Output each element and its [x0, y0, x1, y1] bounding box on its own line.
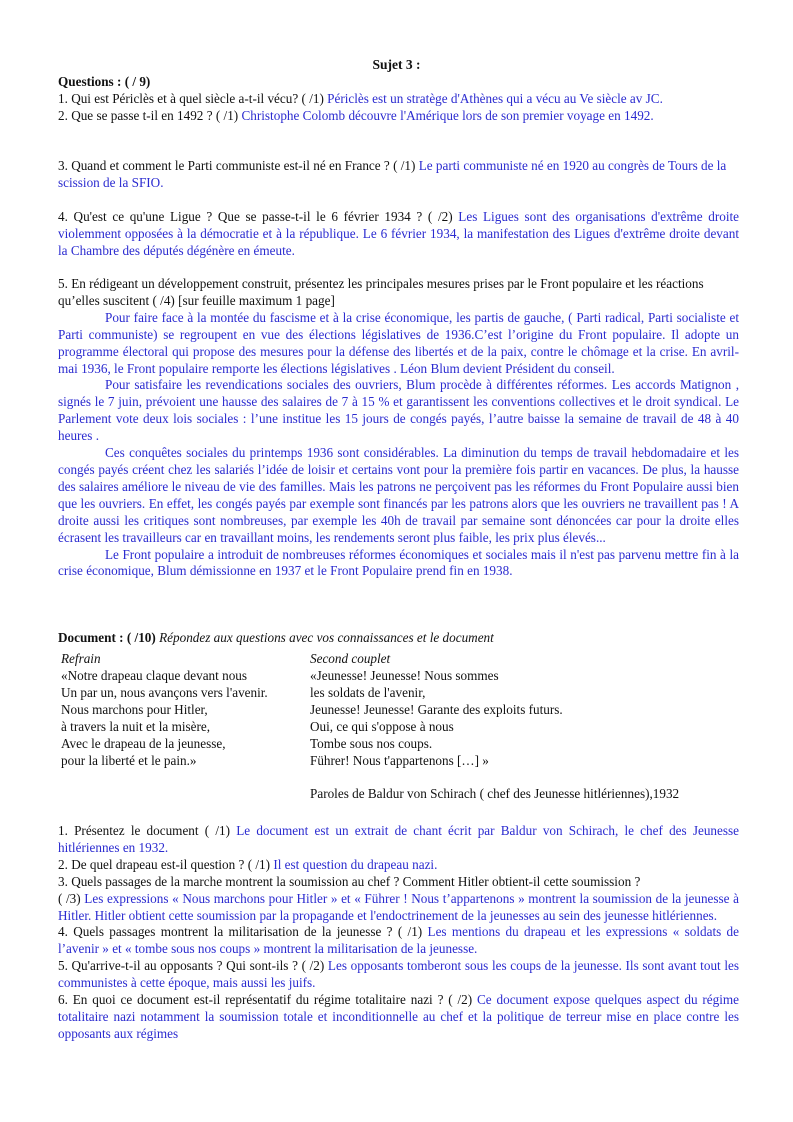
doc-question-5: 5. Qu'arrive-t-il au opposants ? Qui sont-ils ? ( /2) Les opposants tomberont sous les coups de la jeunesse. Ils sont avant tout les communistes à cette époque, mais aussi les juifs. [58, 958, 739, 991]
doc-question-2: 2. De quel drapeau est-il question ? ( /1) Il est question du drapeau nazi. [58, 856, 438, 872]
couplet-line: Oui, ce qui s'oppose à nous [310, 719, 454, 734]
couplet-title: Second couplet [310, 651, 391, 666]
answer-5-paragraph-4: Le Front populaire a introduit de nombreuses réformes économiques et sociales mais il n'est pas parvenu mettre fin à la crise économique, Blum démissionne en 1937 et le Front Populaire prend fin en 1938. [58, 546, 739, 579]
answer-5-paragraph-1: Pour faire face à la montée du fascisme et à la crise économique, les partis de gauche, ( Parti radical, Parti socialiste et Parti communiste) se regroupent en vue des élections législatives de 1936.C’est l’origine du Front populaire. Il adopte un programme électoral qui propose des mesures pour la défense des libertés et de la paix, contre le chômage et la crise. En avril-mai 1936, le Front populaire remporte les élections législatives . Léon Blum devient Président du conseil. [58, 309, 739, 376]
answer-1: Périclès est un stratège d'Athènes qui a vécu au Ve siècle av JC. [327, 90, 663, 106]
refrain-title: Refrain [61, 651, 101, 666]
question-5 [58, 276, 739, 580]
couplet-line: Jeunesse! Jeunesse! Garante des exploits futurs. [310, 702, 563, 717]
couplet-line: Führer! Nous t'appartenons […] » [310, 753, 489, 768]
questions-header: Questions : ( / 9) [58, 74, 151, 89]
couplet-line: «Jeunesse! Jeunesse! Nous sommes [310, 668, 499, 683]
answer-3: Le parti communiste né en 1920 au congrès de Tours de la scission de la SFIO. [58, 158, 727, 190]
question-4: 4. Qu'est ce qu'une Ligue ? Que se passe-t-il le 6 février 1934 ? ( /2) Les Ligues sont des organisations d'extrême droite violemment opposées à la démocratie et à la république. Le 6 février 1934, la manifestation des Ligues d'extrême droite devant la Chambre des députés dégénère en émeute. [58, 209, 739, 258]
refrain-line: à travers la nuit et la misère, [61, 719, 211, 734]
doc-question-3-answer: ( /3) Les expressions « Nous marchons pour Hitler » et « Führer ! Nous t’appartenons » montrent la soumission de la jeunesse à Hitler. Hitler obtient cette soumission par la propagande et l'endoctrinement de la jeunesses au sein des jeunesse hitlériennes. [58, 890, 740, 923]
doc-question-4: 4. Quels passages montrent la militarisation de la jeunesse ? ( /1) Les mentions du drapeau et les expressions « soldats de l’avenir » et « tombe sous nos coups » montrent la militarisation de la jeunesse. [58, 924, 739, 957]
question-3: 3. Quand et comment le Parti communiste est-il né en France ? ( /1) Le parti communiste né en 1920 au congrès de Tours de la scission de la SFIO. [58, 158, 727, 190]
song-refrain [61, 651, 268, 770]
document-questions [58, 823, 739, 1043]
answer-4: Les Ligues sont des organisations d'extrême droite violemment opposées à la démocratie et à la république. Le 6 février 1934, la manifestation des Ligues d'extrême droite devant la Chambre des députés dégénère en émeute. [58, 209, 739, 258]
doc-answer-1: Le document est un extrait de chant écrit par Baldur von Schirach, le chef des Jeunesse hitlériennes en 1932. [58, 823, 739, 855]
couplet-line: Tombe sous nos coups. [310, 736, 433, 751]
doc-question-3: 3. Quels passages de la marche montrent la soumission au chef ? Comment Hitler obtient-il cette soumission ? [58, 873, 641, 889]
doc-answer-2: Il est question du drapeau nazi. [273, 856, 438, 872]
doc-answer-4: Les mentions du drapeau et les expressions « soldats de l’avenir » et « tombe sous nos coups » montrent la militarisation de la jeunesse. [58, 924, 739, 957]
refrain-line: Un par un, nous avançons vers l'avenir. [61, 685, 268, 700]
refrain-line: pour la liberté et le pain.» [61, 753, 197, 768]
song-source: Paroles de Baldur von Schirach ( chef des Jeunesse hitlériennes),1932 [310, 786, 680, 801]
refrain-line: Nous marchons pour Hitler, [61, 702, 208, 717]
doc-question-6: 6. En quoi ce document est-il représentatif du régime totalitaire nazi ? ( /2) Ce document expose quelques aspect du régime totalitaire nazi notamment la soumission totale et inconditionnelle au chef et la politique de terreur mise en place contre les opposants aux régimes [58, 992, 739, 1041]
doc-answer-5: Les opposants tomberont sous les coups de la jeunesse. Ils sont avant tout les communistes à cette époque, mais aussi les juifs. [58, 958, 739, 991]
couplet-line: les soldats de l'avenir, [310, 685, 426, 700]
answer-5-paragraph-3: Ces conquêtes sociales du printemps 1936 sont considérables. La diminution du temps de travail hebdomadaire et les congés payés créent chez les salariés l’idée de loisir et certains vont pour la première fois partir en vacances. De plus, la hausse des salaires améliore le niveau de vie des familles. Mais les patrons ne perçoivent pas les réformes du Front Populaire aussi bien que les ouvriers. En effet, les congés payés par exemple sont financés par les patrons alors que les ouvriers ne travaillent pas ! A droite aussi les critiques sont nombreuses, par exemple les 40h de travail par semaine sont dénoncées car pour la droite elles écrasent les travailleurs car en travaillant moins, les rendements seront plus faible, les prix plus élevés... [58, 445, 739, 545]
answer-2: Christophe Colomb découvre l'Amérique lors de son premier voyage en 1492. [241, 107, 654, 123]
refrain-line: «Notre drapeau claque devant nous [61, 668, 248, 683]
doc-answer-3: Les expressions « Nous marchons pour Hitler » et « Führer ! Nous t’appartenons » montrent la soumission de la jeunesse à Hitler. Hitler obtient cette soumission par la propagande et l'endoctrinement de la jeunesses au sein des jeunesse hitlériennes. [58, 890, 740, 923]
doc-answer-6: Ce document expose quelques aspect du régime totalitaire nazi notamment la soumission totale et inconditionnelle au chef et la politique de terreur mise en place contre les opposants aux régimes [58, 992, 739, 1041]
question-2: 2. Que se passe t-il en 1492 ? ( /1) Christophe Colomb découvre l'Amérique lors de son premier voyage en 1492. [58, 107, 654, 123]
document-header: Document : ( /10) Répondez aux questions avec vos connaissances et le document [58, 630, 494, 645]
subject-title: Sujet 3 : [372, 57, 421, 72]
refrain-line: Avec le drapeau de la jeunesse, [61, 736, 226, 751]
song-second-couplet [310, 651, 563, 770]
questions-section [58, 74, 739, 125]
question-1: 1. Qui est Périclès et à quel siècle a-t-il vécu? ( /1) Périclès est un stratège d'Athènes qui a vécu au Ve siècle av JC. [58, 90, 663, 106]
question-5-prompt: 5. En rédigeant un développement construit, présentez les principales mesures prises par le Front populaire et les réactions qu’elles suscitent ( /4) [sur feuille maximum 1 page] [58, 276, 704, 308]
answer-5-paragraph-2: Pour satisfaire les revendications sociales des ouvriers, Blum procède à différentes réformes. Les accords Matignon , signés le 7 juin, prévoient une hausse des salaires de 7 à 15 % et garantissent les conventions collectives et le droit syndical. Le Parlement vote deux lois sociales : l’une institue les 15 jours de congés payés, l’autre baisse la semaine de travail de 48 à 40 heures . [58, 377, 739, 444]
doc-question-1: 1. Présentez le document ( /1) Le document est un extrait de chant écrit par Baldur von Schirach, le chef des Jeunesse hitlériennes en 1932. [58, 823, 739, 855]
